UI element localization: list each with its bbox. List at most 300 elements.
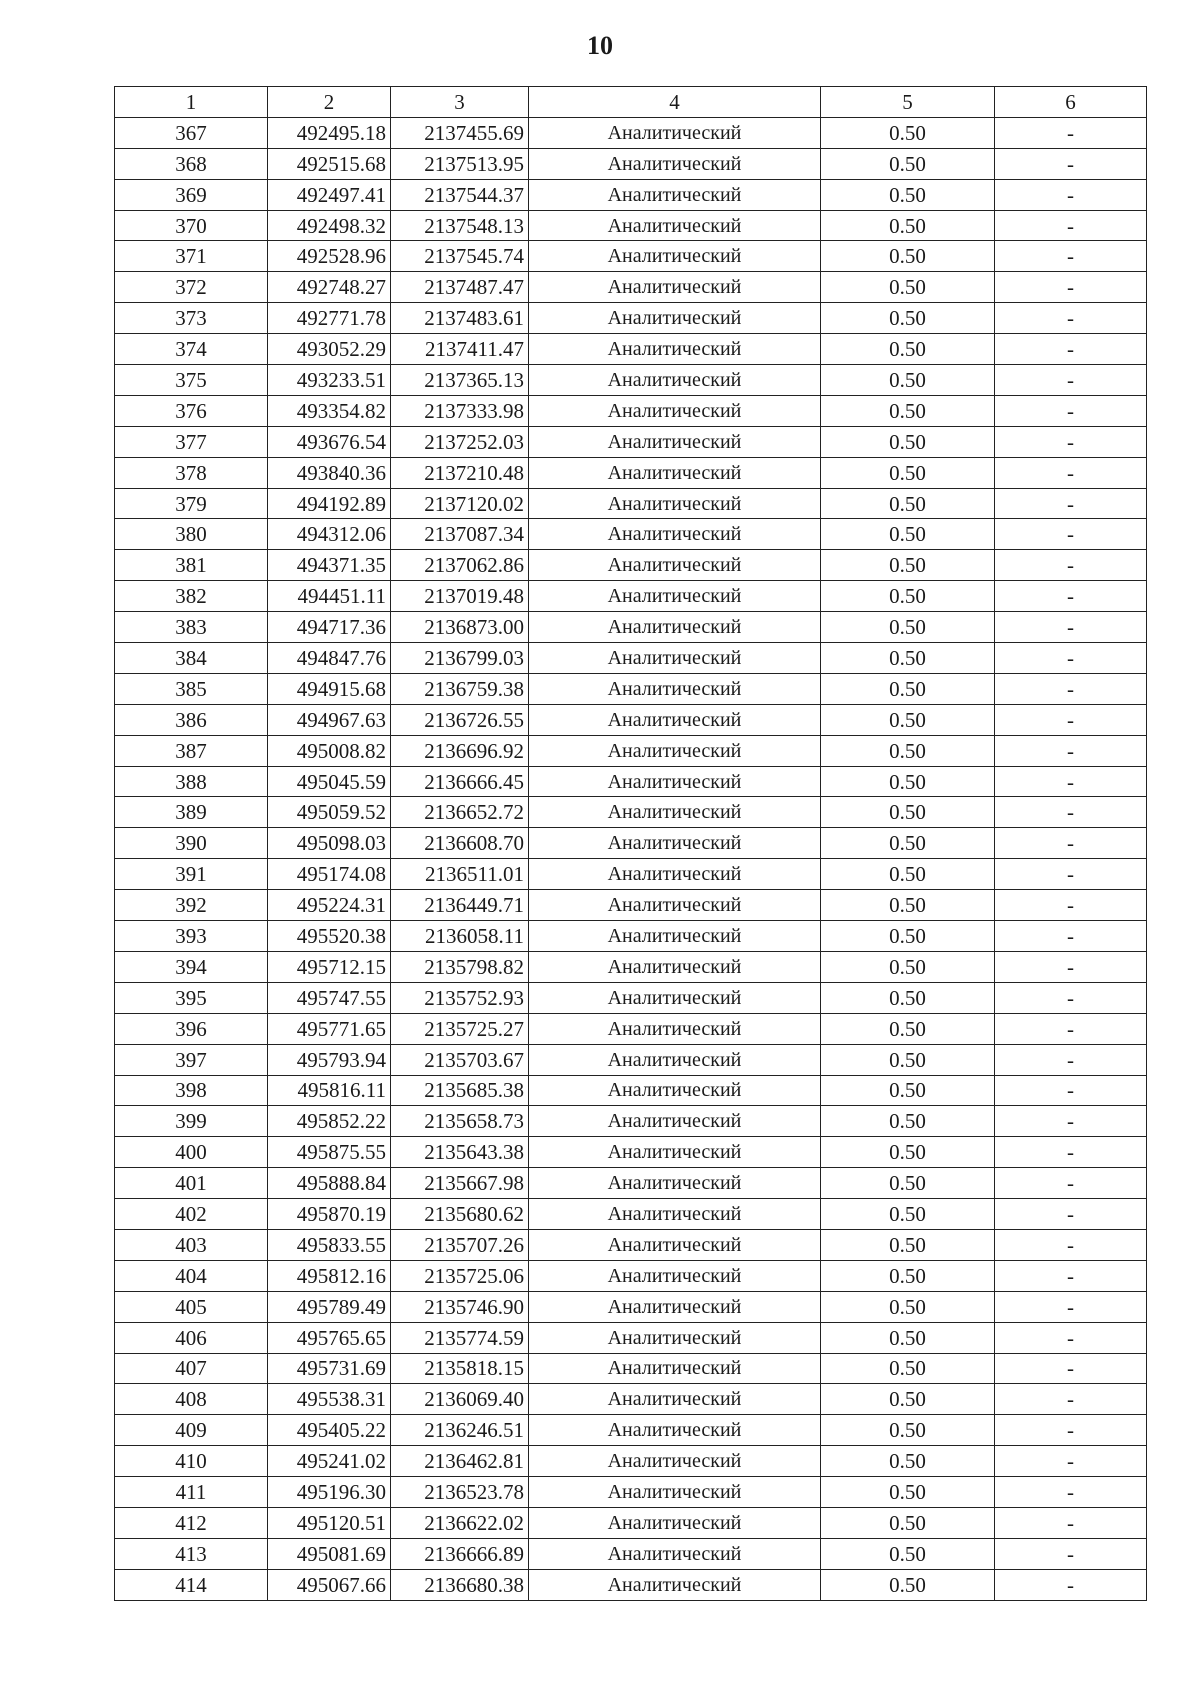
accuracy-cell: 0.50 [821, 179, 995, 210]
note-cell: - [995, 612, 1147, 643]
coordinates-table [114, 86, 1147, 1601]
x-coordinate-cell: 495771.65 [268, 1013, 391, 1044]
x-coordinate-cell: 495747.55 [268, 982, 391, 1013]
x-coordinate-cell: 495520.38 [268, 921, 391, 952]
header-row [115, 87, 1147, 118]
note-cell: - [995, 179, 1147, 210]
point-number-cell: 383 [115, 612, 268, 643]
accuracy-cell: 0.50 [821, 797, 995, 828]
x-coordinate-cell: 495241.02 [268, 1446, 391, 1477]
y-coordinate-cell: 2135707.26 [391, 1229, 529, 1260]
accuracy-cell: 0.50 [821, 365, 995, 396]
page-number: 10 [587, 31, 613, 60]
note-cell: - [995, 982, 1147, 1013]
y-coordinate-cell: 2137513.95 [391, 148, 529, 179]
table-row [115, 766, 1147, 797]
table-row [115, 797, 1147, 828]
point-number-cell: 393 [115, 921, 268, 952]
point-number-cell: 404 [115, 1260, 268, 1291]
x-coordinate-cell: 495731.69 [268, 1353, 391, 1384]
table-row [115, 1229, 1147, 1260]
y-coordinate-cell: 2136069.40 [391, 1384, 529, 1415]
x-coordinate-cell: 495793.94 [268, 1044, 391, 1075]
point-number-cell: 388 [115, 766, 268, 797]
note-cell: - [995, 1415, 1147, 1446]
note-cell: - [995, 643, 1147, 674]
method-cell: Аналитический [529, 1106, 821, 1137]
note-cell: - [995, 951, 1147, 982]
table-row [115, 1538, 1147, 1569]
x-coordinate-cell: 494847.76 [268, 643, 391, 674]
method-cell: Аналитический [529, 395, 821, 426]
y-coordinate-cell: 2135752.93 [391, 982, 529, 1013]
y-coordinate-cell: 2135725.06 [391, 1260, 529, 1291]
x-coordinate-cell: 495045.59 [268, 766, 391, 797]
point-number-cell: 372 [115, 272, 268, 303]
note-cell: - [995, 1044, 1147, 1075]
note-cell: - [995, 1507, 1147, 1538]
note-cell: - [995, 365, 1147, 396]
x-coordinate-cell: 495812.16 [268, 1260, 391, 1291]
table-row [115, 859, 1147, 890]
method-cell: Аналитический [529, 1569, 821, 1600]
point-number-cell: 378 [115, 457, 268, 488]
note-cell: - [995, 334, 1147, 365]
table-row [115, 334, 1147, 365]
x-coordinate-cell: 495538.31 [268, 1384, 391, 1415]
note-cell: - [995, 1569, 1147, 1600]
x-coordinate-cell: 492748.27 [268, 272, 391, 303]
table-row [115, 1415, 1147, 1446]
method-cell: Аналитический [529, 1229, 821, 1260]
point-number-cell: 410 [115, 1446, 268, 1477]
accuracy-cell: 0.50 [821, 488, 995, 519]
accuracy-cell: 0.50 [821, 921, 995, 952]
y-coordinate-cell: 2136652.72 [391, 797, 529, 828]
x-coordinate-cell: 495833.55 [268, 1229, 391, 1260]
accuracy-cell: 0.50 [821, 117, 995, 148]
note-cell: - [995, 426, 1147, 457]
point-number-cell: 395 [115, 982, 268, 1013]
table-row [115, 673, 1147, 704]
point-number-cell: 379 [115, 488, 268, 519]
method-cell: Аналитический [529, 1322, 821, 1353]
point-number-cell: 377 [115, 426, 268, 457]
x-coordinate-cell: 495081.69 [268, 1538, 391, 1569]
point-number-cell: 384 [115, 643, 268, 674]
header-cell-1: 1 [115, 87, 268, 118]
accuracy-cell: 0.50 [821, 1199, 995, 1230]
x-coordinate-cell: 493354.82 [268, 395, 391, 426]
x-coordinate-cell: 492498.32 [268, 210, 391, 241]
table-row [115, 704, 1147, 735]
y-coordinate-cell: 2135818.15 [391, 1353, 529, 1384]
method-cell: Аналитический [529, 179, 821, 210]
accuracy-cell: 0.50 [821, 1291, 995, 1322]
method-cell: Аналитический [529, 581, 821, 612]
method-cell: Аналитический [529, 1075, 821, 1106]
table-row [115, 117, 1147, 148]
point-number-cell: 396 [115, 1013, 268, 1044]
x-coordinate-cell: 495008.82 [268, 735, 391, 766]
note-cell: - [995, 797, 1147, 828]
y-coordinate-cell: 2137120.02 [391, 488, 529, 519]
accuracy-cell: 0.50 [821, 1569, 995, 1600]
x-coordinate-cell: 495870.19 [268, 1199, 391, 1230]
note-cell: - [995, 210, 1147, 241]
table-row [115, 828, 1147, 859]
point-number-cell: 376 [115, 395, 268, 426]
note-cell: - [995, 1106, 1147, 1137]
method-cell: Аналитический [529, 859, 821, 890]
note-cell: - [995, 1137, 1147, 1168]
y-coordinate-cell: 2137019.48 [391, 581, 529, 612]
table-row [115, 1044, 1147, 1075]
method-cell: Аналитический [529, 704, 821, 735]
accuracy-cell: 0.50 [821, 828, 995, 859]
note-cell: - [995, 581, 1147, 612]
header-cell-6: 6 [995, 87, 1147, 118]
y-coordinate-cell: 2136666.89 [391, 1538, 529, 1569]
point-number-cell: 369 [115, 179, 268, 210]
method-cell: Аналитический [529, 1446, 821, 1477]
y-coordinate-cell: 2137483.61 [391, 303, 529, 334]
accuracy-cell: 0.50 [821, 766, 995, 797]
method-cell: Аналитический [529, 303, 821, 334]
note-cell: - [995, 1477, 1147, 1508]
point-number-cell: 382 [115, 581, 268, 612]
accuracy-cell: 0.50 [821, 1353, 995, 1384]
table-row [115, 1384, 1147, 1415]
note-cell: - [995, 1291, 1147, 1322]
accuracy-cell: 0.50 [821, 272, 995, 303]
point-number-cell: 368 [115, 148, 268, 179]
table-row [115, 1013, 1147, 1044]
accuracy-cell: 0.50 [821, 859, 995, 890]
x-coordinate-cell: 495816.11 [268, 1075, 391, 1106]
point-number-cell: 402 [115, 1199, 268, 1230]
table-row [115, 890, 1147, 921]
x-coordinate-cell: 495067.66 [268, 1569, 391, 1600]
x-coordinate-cell: 495059.52 [268, 797, 391, 828]
x-coordinate-cell: 495875.55 [268, 1137, 391, 1168]
accuracy-cell: 0.50 [821, 1075, 995, 1106]
note-cell: - [995, 704, 1147, 735]
y-coordinate-cell: 2136246.51 [391, 1415, 529, 1446]
accuracy-cell: 0.50 [821, 550, 995, 581]
point-number-cell: 370 [115, 210, 268, 241]
y-coordinate-cell: 2137062.86 [391, 550, 529, 581]
accuracy-cell: 0.50 [821, 426, 995, 457]
y-coordinate-cell: 2136680.38 [391, 1569, 529, 1600]
table-row [115, 1446, 1147, 1477]
accuracy-cell: 0.50 [821, 1260, 995, 1291]
y-coordinate-cell: 2137365.13 [391, 365, 529, 396]
accuracy-cell: 0.50 [821, 1507, 995, 1538]
header-cell-2: 2 [268, 87, 391, 118]
point-number-cell: 398 [115, 1075, 268, 1106]
method-cell: Аналитический [529, 921, 821, 952]
note-cell: - [995, 303, 1147, 334]
note-cell: - [995, 519, 1147, 550]
point-number-cell: 371 [115, 241, 268, 272]
y-coordinate-cell: 2135774.59 [391, 1322, 529, 1353]
x-coordinate-cell: 493840.36 [268, 457, 391, 488]
x-coordinate-cell: 494192.89 [268, 488, 391, 519]
method-cell: Аналитический [529, 1507, 821, 1538]
table-row [115, 581, 1147, 612]
method-cell: Аналитический [529, 1137, 821, 1168]
method-cell: Аналитический [529, 1013, 821, 1044]
note-cell: - [995, 1168, 1147, 1199]
x-coordinate-cell: 494967.63 [268, 704, 391, 735]
accuracy-cell: 0.50 [821, 581, 995, 612]
x-coordinate-cell: 495098.03 [268, 828, 391, 859]
method-cell: Аналитический [529, 673, 821, 704]
y-coordinate-cell: 2136666.45 [391, 766, 529, 797]
y-coordinate-cell: 2137411.47 [391, 334, 529, 365]
accuracy-cell: 0.50 [821, 735, 995, 766]
method-cell: Аналитический [529, 1044, 821, 1075]
accuracy-cell: 0.50 [821, 704, 995, 735]
table-row [115, 1199, 1147, 1230]
table-row [115, 488, 1147, 519]
y-coordinate-cell: 2137545.74 [391, 241, 529, 272]
point-number-cell: 409 [115, 1415, 268, 1446]
accuracy-cell: 0.50 [821, 982, 995, 1013]
accuracy-cell: 0.50 [821, 1446, 995, 1477]
accuracy-cell: 0.50 [821, 951, 995, 982]
method-cell: Аналитический [529, 612, 821, 643]
note-cell: - [995, 550, 1147, 581]
point-number-cell: 394 [115, 951, 268, 982]
method-cell: Аналитический [529, 1199, 821, 1230]
table-body [115, 117, 1147, 1600]
table-row [115, 921, 1147, 952]
note-cell: - [995, 828, 1147, 859]
x-coordinate-cell: 495852.22 [268, 1106, 391, 1137]
table-row [115, 1291, 1147, 1322]
y-coordinate-cell: 2137455.69 [391, 117, 529, 148]
header-cell-5: 5 [821, 87, 995, 118]
x-coordinate-cell: 495712.15 [268, 951, 391, 982]
table-header [115, 87, 1147, 118]
x-coordinate-cell: 495888.84 [268, 1168, 391, 1199]
x-coordinate-cell: 495789.49 [268, 1291, 391, 1322]
accuracy-cell: 0.50 [821, 148, 995, 179]
method-cell: Аналитический [529, 1538, 821, 1569]
y-coordinate-cell: 2135703.67 [391, 1044, 529, 1075]
method-cell: Аналитический [529, 334, 821, 365]
accuracy-cell: 0.50 [821, 1137, 995, 1168]
point-number-cell: 392 [115, 890, 268, 921]
y-coordinate-cell: 2136622.02 [391, 1507, 529, 1538]
y-coordinate-cell: 2136799.03 [391, 643, 529, 674]
note-cell: - [995, 272, 1147, 303]
table-row [115, 612, 1147, 643]
x-coordinate-cell: 492497.41 [268, 179, 391, 210]
y-coordinate-cell: 2136511.01 [391, 859, 529, 890]
y-coordinate-cell: 2135746.90 [391, 1291, 529, 1322]
table-row [115, 951, 1147, 982]
point-number-cell: 390 [115, 828, 268, 859]
table-row [115, 1322, 1147, 1353]
accuracy-cell: 0.50 [821, 673, 995, 704]
note-cell: - [995, 1538, 1147, 1569]
point-number-cell: 375 [115, 365, 268, 396]
x-coordinate-cell: 493676.54 [268, 426, 391, 457]
point-number-cell: 408 [115, 1384, 268, 1415]
accuracy-cell: 0.50 [821, 1013, 995, 1044]
accuracy-cell: 0.50 [821, 1168, 995, 1199]
table-row [115, 1168, 1147, 1199]
table-row [115, 272, 1147, 303]
table-row [115, 457, 1147, 488]
note-cell: - [995, 921, 1147, 952]
note-cell: - [995, 488, 1147, 519]
method-cell: Аналитический [529, 1353, 821, 1384]
table-row [115, 519, 1147, 550]
point-number-cell: 399 [115, 1106, 268, 1137]
x-coordinate-cell: 495196.30 [268, 1477, 391, 1508]
point-number-cell: 414 [115, 1569, 268, 1600]
method-cell: Аналитический [529, 272, 821, 303]
x-coordinate-cell: 494371.35 [268, 550, 391, 581]
accuracy-cell: 0.50 [821, 1477, 995, 1508]
accuracy-cell: 0.50 [821, 1322, 995, 1353]
header-cell-4: 4 [529, 87, 821, 118]
point-number-cell: 374 [115, 334, 268, 365]
note-cell: - [995, 859, 1147, 890]
y-coordinate-cell: 2135643.38 [391, 1137, 529, 1168]
note-cell: - [995, 117, 1147, 148]
table-row [115, 1507, 1147, 1538]
y-coordinate-cell: 2135658.73 [391, 1106, 529, 1137]
method-cell: Аналитический [529, 1415, 821, 1446]
y-coordinate-cell: 2137487.47 [391, 272, 529, 303]
y-coordinate-cell: 2137548.13 [391, 210, 529, 241]
point-number-cell: 401 [115, 1168, 268, 1199]
accuracy-cell: 0.50 [821, 643, 995, 674]
method-cell: Аналитический [529, 241, 821, 272]
y-coordinate-cell: 2135725.27 [391, 1013, 529, 1044]
method-cell: Аналитический [529, 735, 821, 766]
note-cell: - [995, 1075, 1147, 1106]
point-number-cell: 385 [115, 673, 268, 704]
point-number-cell: 389 [115, 797, 268, 828]
table-row [115, 735, 1147, 766]
y-coordinate-cell: 2137333.98 [391, 395, 529, 426]
y-coordinate-cell: 2136608.70 [391, 828, 529, 859]
method-cell: Аналитический [529, 1477, 821, 1508]
method-cell: Аналитический [529, 117, 821, 148]
y-coordinate-cell: 2136462.81 [391, 1446, 529, 1477]
accuracy-cell: 0.50 [821, 1044, 995, 1075]
table-row [115, 1353, 1147, 1384]
method-cell: Аналитический [529, 550, 821, 581]
method-cell: Аналитический [529, 1168, 821, 1199]
y-coordinate-cell: 2136058.11 [391, 921, 529, 952]
point-number-cell: 387 [115, 735, 268, 766]
method-cell: Аналитический [529, 1291, 821, 1322]
note-cell: - [995, 735, 1147, 766]
point-number-cell: 381 [115, 550, 268, 581]
note-cell: - [995, 1353, 1147, 1384]
method-cell: Аналитический [529, 766, 821, 797]
method-cell: Аналитический [529, 643, 821, 674]
note-cell: - [995, 1446, 1147, 1477]
table-row [115, 982, 1147, 1013]
y-coordinate-cell: 2137544.37 [391, 179, 529, 210]
note-cell: - [995, 1013, 1147, 1044]
point-number-cell: 373 [115, 303, 268, 334]
note-cell: - [995, 890, 1147, 921]
y-coordinate-cell: 2136726.55 [391, 704, 529, 735]
accuracy-cell: 0.50 [821, 1229, 995, 1260]
accuracy-cell: 0.50 [821, 457, 995, 488]
table-row [115, 1260, 1147, 1291]
accuracy-cell: 0.50 [821, 612, 995, 643]
note-cell: - [995, 766, 1147, 797]
method-cell: Аналитический [529, 797, 821, 828]
accuracy-cell: 0.50 [821, 1415, 995, 1446]
note-cell: - [995, 1260, 1147, 1291]
table-row [115, 303, 1147, 334]
accuracy-cell: 0.50 [821, 1106, 995, 1137]
point-number-cell: 367 [115, 117, 268, 148]
x-coordinate-cell: 494915.68 [268, 673, 391, 704]
note-cell: - [995, 673, 1147, 704]
method-cell: Аналитический [529, 426, 821, 457]
y-coordinate-cell: 2135667.98 [391, 1168, 529, 1199]
method-cell: Аналитический [529, 519, 821, 550]
x-coordinate-cell: 495174.08 [268, 859, 391, 890]
note-cell: - [995, 241, 1147, 272]
point-number-cell: 386 [115, 704, 268, 735]
method-cell: Аналитический [529, 1260, 821, 1291]
note-cell: - [995, 395, 1147, 426]
y-coordinate-cell: 2136449.71 [391, 890, 529, 921]
table-row [115, 1569, 1147, 1600]
note-cell: - [995, 148, 1147, 179]
x-coordinate-cell: 492528.96 [268, 241, 391, 272]
table-row [115, 179, 1147, 210]
method-cell: Аналитический [529, 982, 821, 1013]
table-row [115, 426, 1147, 457]
table-row [115, 210, 1147, 241]
x-coordinate-cell: 494312.06 [268, 519, 391, 550]
point-number-cell: 405 [115, 1291, 268, 1322]
table-row [115, 550, 1147, 581]
table-row [115, 1137, 1147, 1168]
y-coordinate-cell: 2136523.78 [391, 1477, 529, 1508]
accuracy-cell: 0.50 [821, 1538, 995, 1569]
table-row [115, 1075, 1147, 1106]
x-coordinate-cell: 495405.22 [268, 1415, 391, 1446]
y-coordinate-cell: 2135680.62 [391, 1199, 529, 1230]
accuracy-cell: 0.50 [821, 890, 995, 921]
method-cell: Аналитический [529, 828, 821, 859]
accuracy-cell: 0.50 [821, 303, 995, 334]
accuracy-cell: 0.50 [821, 519, 995, 550]
table-row [115, 643, 1147, 674]
y-coordinate-cell: 2135798.82 [391, 951, 529, 982]
point-number-cell: 391 [115, 859, 268, 890]
y-coordinate-cell: 2137087.34 [391, 519, 529, 550]
header-cell-3: 3 [391, 87, 529, 118]
table-row [115, 1106, 1147, 1137]
point-number-cell: 403 [115, 1229, 268, 1260]
